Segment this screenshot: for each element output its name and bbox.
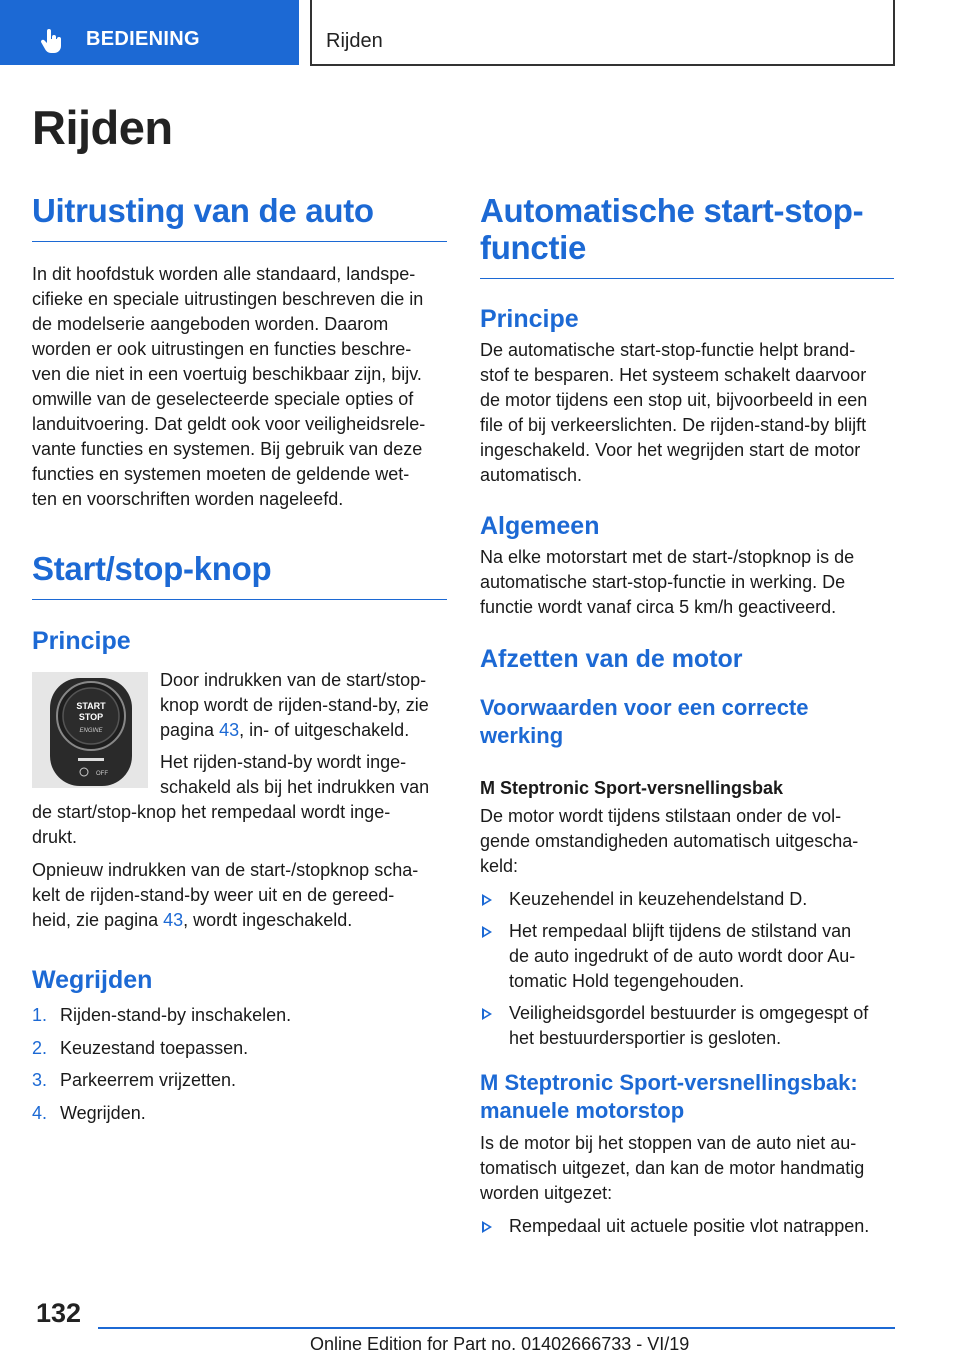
wegrijden-steps [32,999,447,1130]
text-line: landuitvoering. Dat geldt ook voor veiligheidsrele- [32,414,426,434]
list-item [480,919,894,994]
header-section-title: Rijden [326,30,383,52]
off-label: OFF [96,771,108,777]
heading-line: M Steptronic Sport-versnellingsbak: [480,1070,858,1095]
text-line: vante functies en systemen. Bij gebruik van deze [32,439,423,459]
text-line: functie wordt vanaf circa 5 km/h geactiveerd. [480,597,837,617]
text-line: knop wordt de rijden-stand-by, zie [160,695,429,715]
text-line: stof te besparen. Het systeem schakelt daarvoor [480,365,867,385]
step-text: Wegrijden. [60,1103,146,1124]
left-column [32,192,447,1130]
algemeen-paragraph [480,545,894,620]
bullet-text: tomatic Hold tegengehouden. [509,971,745,991]
text-line: Na elke motorstart met de start-/stopknop is de [480,547,855,567]
text-line: ten en voorschriften worden nageleefd. [32,489,344,509]
text-line: gende omstandigheden automatisch uitgescha- [480,831,859,851]
bullet-text: Keuzehendel in keuzehendelstand D. [509,889,808,909]
startstop-wrapped-text [160,668,447,800]
text-line: worden er ook uitrustingen en functies beschre- [32,339,412,359]
text-line: file of bij verkeerslichten. De rijden-stand-by blijft [480,415,867,435]
list-item [32,999,447,1032]
header-tab[interactable] [0,0,299,65]
conditions-list [480,887,894,1051]
step-text: Keuzestand toepassen. [60,1037,249,1058]
triangle-bullet-icon [482,1221,492,1233]
page-link-43[interactable]: 43 [163,910,184,930]
heading-line: werking [480,723,564,748]
text-line: keld: [480,856,519,876]
hand-pointer-icon [38,28,64,54]
page-number: 132 [36,1298,82,1328]
section-heading-uitrusting: Uitrusting van de auto [32,192,447,242]
text-line: de start/stop-knop het rempedaal wordt inge- [32,802,391,822]
subheading-wegrijden: Wegrijden [32,966,153,994]
page-link-43[interactable]: 43 [219,720,240,740]
heading-line: functie [480,229,587,266]
subheading-afzetten: Afzetten van de motor [480,645,743,673]
subheading-manuele-motorstop [480,1069,894,1125]
text-line: omwille van de geselecteerde speciale opties of [32,389,414,409]
manueel-list [480,1214,894,1239]
text-line-with-link [32,908,447,933]
text-line: worden uitgezet: [480,1183,613,1203]
text-fragment: , wordt ingeschakeld. [183,910,353,930]
text-line: functies en systemen moeten de geldende wet- [32,464,410,484]
start-label: START [76,701,106,711]
list-item [32,1097,447,1130]
text-line: ingeschakeld. Voor het wegrijden start de motor [480,440,861,460]
text-line: De automatische start-stop-functie helpt brand- [480,340,856,360]
text-line: ven die niet in een voertuig beschikbaar zijn, bijv. [32,364,422,384]
text-line: de motor tijdens een stop uit, bijvoorbeeld in een [480,390,868,410]
section-heading-startstop: Start/stop-knop [32,550,447,600]
right-column [480,192,894,1246]
text-line: schakeld als bij het indrukken van [160,777,430,797]
list-item [32,1064,447,1097]
text-line: Het rijden-stand-by wordt inge- [160,752,407,772]
engine-label: ENGINE [79,728,103,734]
heading-line: Automatische start-stop- [480,192,864,229]
step-number: 2. [32,1037,48,1058]
text-line: tomatisch uitgezet, dan kan de motor handmatig [480,1158,865,1178]
footer-rule [98,1327,895,1329]
text-fragment: heid, zie pagina [32,910,164,930]
steptronic-paragraph [480,804,894,879]
list-item [480,887,894,912]
bullet-text: Veiligheidsgordel bestuurder is omgegespt of [509,1003,869,1023]
triangle-bullet-icon [482,894,492,906]
step-number: 3. [32,1070,48,1091]
startstop-figure-wrap [32,668,447,800]
text-line: automatisch. [480,465,583,485]
uitrusting-paragraph [32,262,447,512]
step-text: Parkeerrem vrijzetten. [60,1070,237,1091]
text-line: Door indrukken van de start/stop- [160,670,427,690]
list-item [480,1001,894,1051]
principe-paragraph [480,338,894,488]
subheading-principe-right: Principe [480,305,579,333]
heading-line: manuele motorstop [480,1098,685,1123]
footer-edition: Online Edition for Part no. 01402666733 - VI/19 [310,1334,690,1354]
start-stop-button-icon [32,672,148,788]
subheading-steptronic: M Steptronic Sport-versnellingsbak [480,778,784,798]
step-text: Rijden-stand-by inschakelen. [60,1005,292,1025]
header-rule-right [893,0,895,66]
section-heading-auto-start-stop [480,192,894,279]
text-line: Opnieuw indrukken van de start-/stopknop scha- [32,860,419,880]
heading-line: Voorwaarden voor een correcte [480,695,809,720]
header-divider [310,0,312,66]
text-fragment: , in- of uitgeschakeld. [239,720,410,740]
triangle-bullet-icon [482,926,492,938]
list-item [32,1032,447,1065]
text-line: de modelserie aangeboden worden. Daarom [32,314,389,334]
bullet-text: Het rempedaal blijft tijdens de stilstand van [509,921,852,941]
stop-label: STOP [78,712,104,722]
subheading-principe: Principe [32,627,131,655]
bullet-text: Rempedaal uit actuele positie vlot natrappen. [509,1216,870,1236]
text-line: De motor wordt tijdens stilstaan onder de vol- [480,806,842,826]
header-rule [310,64,895,66]
text-line-with-link [160,718,447,743]
page-title: Rijden [32,101,173,154]
text-line: Is de motor bij het stoppen van de auto niet au- [480,1133,857,1153]
header-tab-label: BEDIENING [86,28,200,50]
text-line: kelt de rijden-stand-by weer uit en de gereed- [32,885,395,905]
text-line: drukt. [32,827,78,847]
text-line: cifieke en speciale uitrustingen beschreven die in [32,289,424,309]
subheading-algemeen: Algemeen [480,512,600,540]
step-number: 1. [32,1005,48,1025]
subheading-voorwaarden [480,694,894,750]
text-line: In dit hoofdstuk worden alle standaard, landspe- [32,264,416,284]
manueel-paragraph [480,1131,894,1206]
triangle-bullet-icon [482,1008,492,1020]
step-number: 4. [32,1103,48,1124]
bullet-text: de auto ingedrukt of de auto wordt door Au- [509,946,856,966]
bullet-text: het bestuurdersportier is gesloten. [509,1028,782,1048]
list-item [480,1214,894,1239]
text-fragment: pagina [160,720,220,740]
text-line: automatische start-stop-functie in werking. De [480,572,846,592]
start-stop-button-image [32,672,148,788]
